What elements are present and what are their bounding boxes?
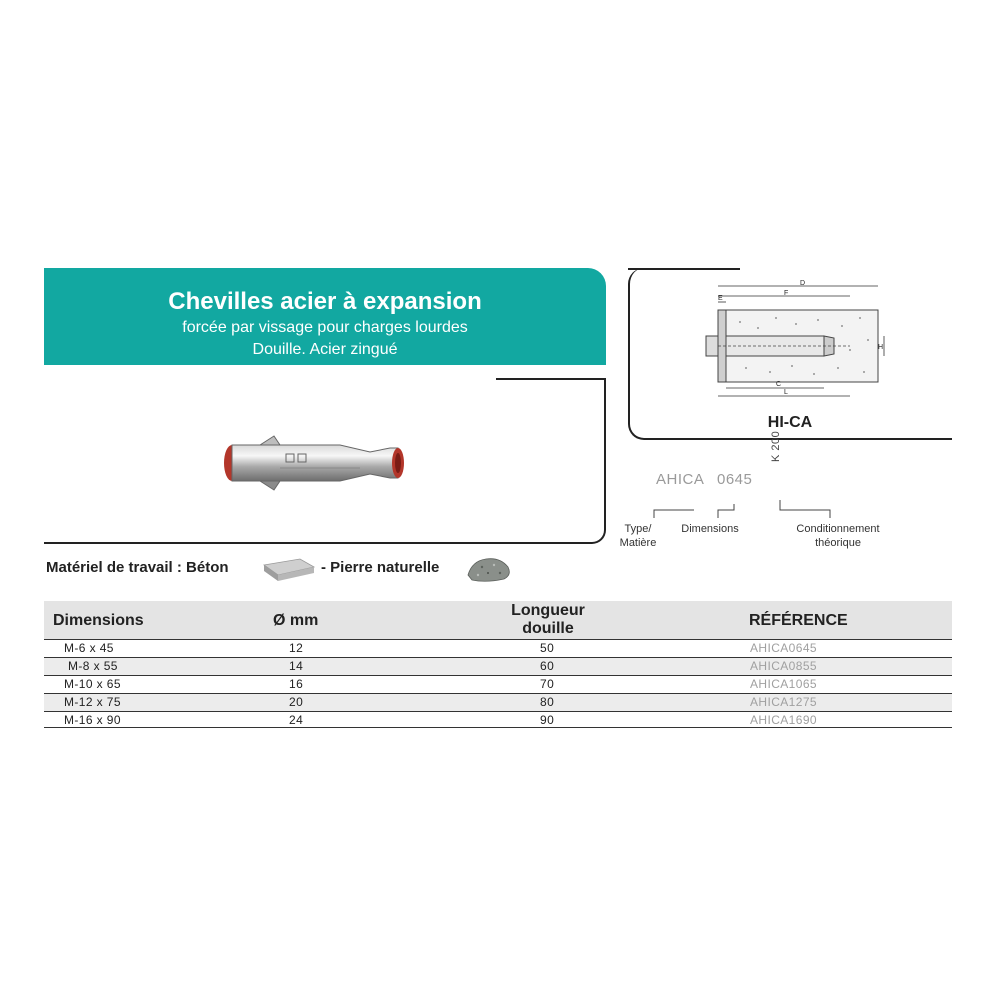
dim-label-f: F: [784, 290, 789, 297]
cell-diameter: 24: [289, 713, 304, 727]
cell-reference: AHICA0855: [750, 659, 817, 673]
cell-diameter: 20: [289, 695, 304, 709]
material-stone-label: - Pierre naturelle: [321, 559, 440, 576]
anchor-product-image: [220, 432, 410, 494]
diagram-title: HI-CA: [767, 414, 813, 431]
table-row: [44, 639, 952, 657]
natural-stone-icon: [464, 553, 514, 583]
cell-diameter: 16: [289, 677, 304, 691]
concrete-slab-icon: [260, 555, 316, 583]
cell-diameter: 14: [289, 659, 304, 673]
frame-gap: [44, 376, 496, 380]
cell-length: 60: [540, 659, 555, 673]
page-subtitle-2: Douille. Acier zingué: [252, 341, 398, 358]
dim-label-d: D: [800, 280, 806, 287]
legend-type: Type/ Matière: [619, 523, 657, 549]
cell-dimensions: M-16 x 90: [64, 713, 121, 727]
table-bottom-rule: [44, 727, 952, 728]
material-label: Matériel de travail : Béton: [46, 559, 229, 576]
cell-length: 50: [540, 641, 555, 655]
cell-dimensions: M-6 x 45: [64, 641, 114, 655]
code-type: AHICA: [656, 471, 705, 488]
diagram-frame-top-edge: [628, 268, 740, 270]
cell-length: 70: [540, 677, 555, 691]
col-header-length: Longueur douille: [511, 602, 585, 637]
cell-reference: AHICA0645: [750, 641, 817, 655]
legend-dimensions: Dimensions: [681, 523, 739, 535]
table-row: [44, 675, 952, 693]
page-subtitle-1: forcée par vissage pour charges lourdes: [182, 319, 468, 336]
table-row: [44, 657, 952, 675]
cell-length: 80: [540, 695, 555, 709]
col-header-diameter: Ø mm: [273, 612, 319, 629]
code-conditioning: K 200: [770, 430, 782, 462]
page-title: Chevilles acier à expansion: [168, 288, 482, 315]
header-banner: [44, 268, 606, 365]
dim-label-e: E: [718, 295, 723, 302]
cell-dimensions: M-12 x 75: [64, 695, 121, 709]
table-header: [44, 601, 952, 639]
cell-reference: AHICA1690: [750, 713, 817, 727]
cell-diameter: 12: [289, 641, 304, 655]
table-row: [44, 693, 952, 711]
technical-drawing: [700, 280, 890, 402]
cell-dimensions: M-8 x 55: [68, 659, 118, 673]
cell-dimensions: M-10 x 65: [64, 677, 121, 691]
work-material-line: [46, 559, 229, 576]
dim-label-c: C: [776, 381, 782, 388]
dim-label-l: L: [784, 389, 788, 396]
col-header-reference: RÉFÉRENCE: [749, 612, 848, 629]
code-dimensions: 0645: [717, 471, 753, 488]
col-header-dimensions: Dimensions: [53, 612, 144, 629]
dim-label-h: H: [878, 344, 884, 351]
legend-conditioning: Conditionnement théorique: [796, 523, 880, 549]
cell-length: 90: [540, 713, 555, 727]
cell-reference: AHICA1275: [750, 695, 817, 709]
code-legend-brackets: [630, 490, 840, 520]
cell-reference: AHICA1065: [750, 677, 817, 691]
